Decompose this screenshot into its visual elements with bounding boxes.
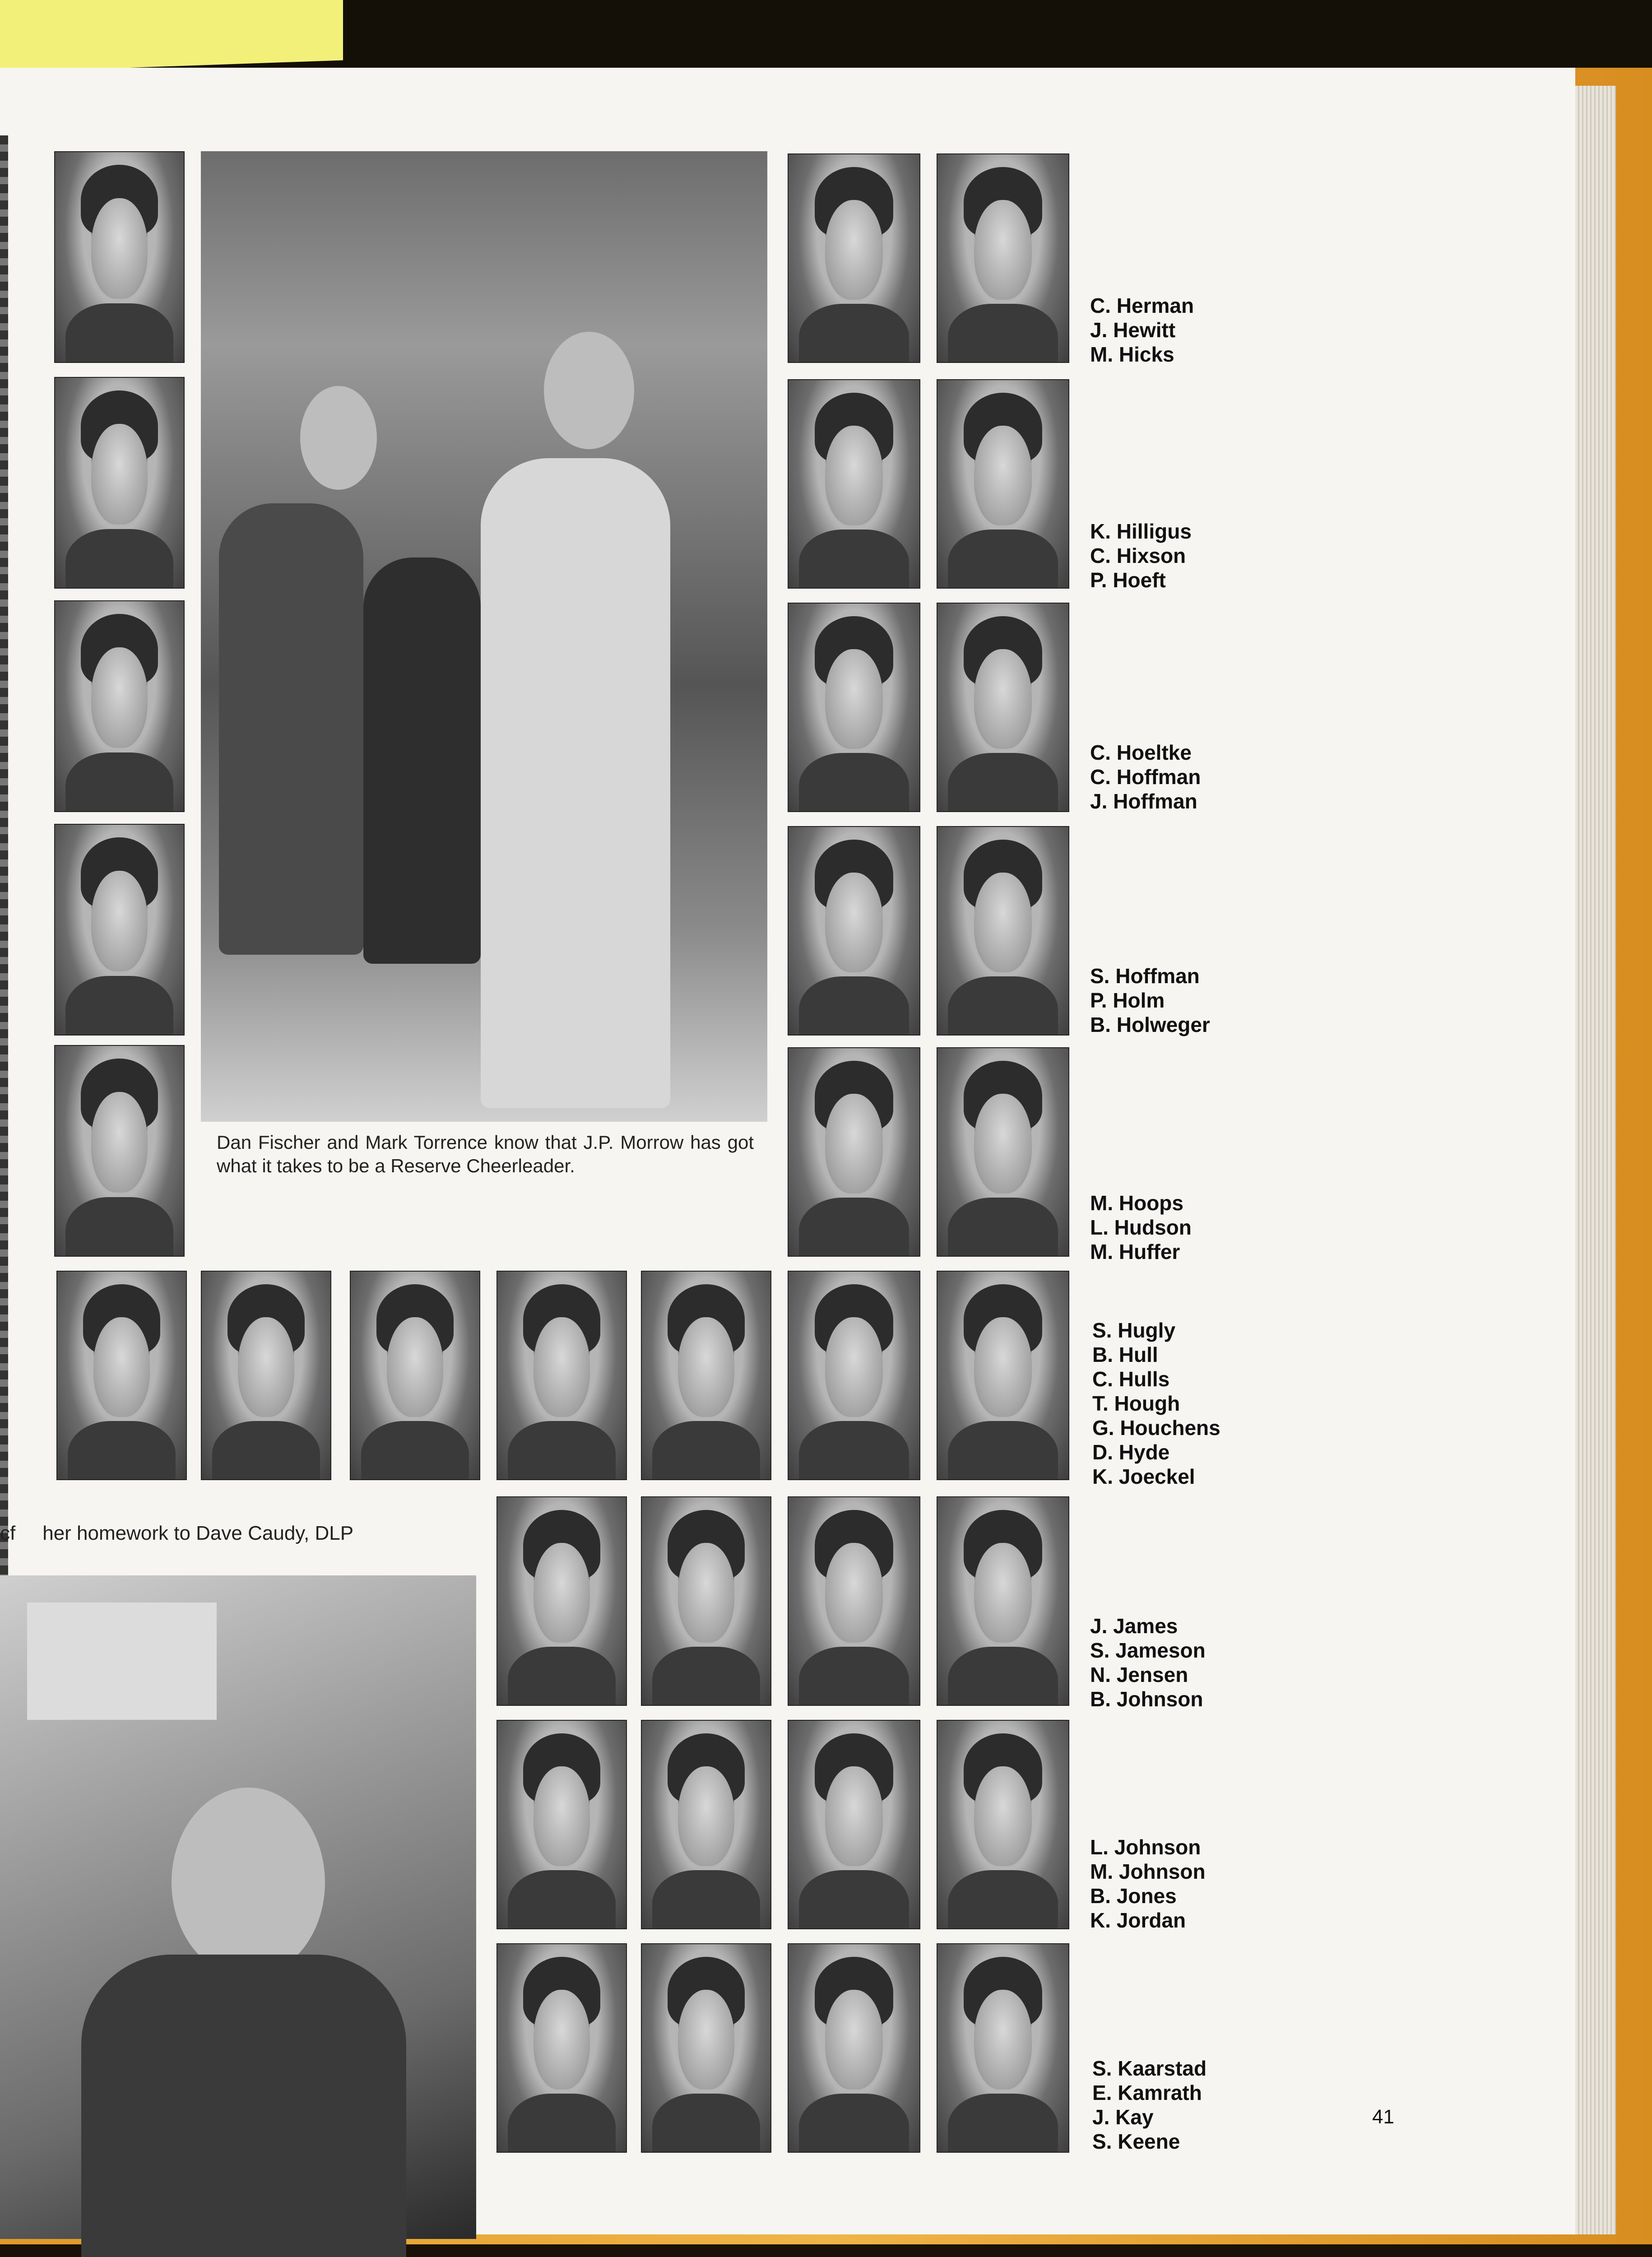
student-name: J. Kay bbox=[1092, 2105, 1154, 2129]
student-name: J. James bbox=[1090, 1614, 1178, 1638]
portrait-photo bbox=[54, 1045, 185, 1257]
portrait-photo bbox=[54, 151, 185, 363]
portrait-photo bbox=[350, 1271, 480, 1480]
student-name: S. Jameson bbox=[1090, 1639, 1206, 1662]
student-name: K. Hilligus bbox=[1090, 520, 1192, 543]
portrait-photo bbox=[788, 1943, 920, 2153]
name-list bbox=[1090, 293, 1194, 367]
student-name: C. Herman bbox=[1090, 294, 1194, 317]
name-list bbox=[1092, 2056, 1207, 2154]
portrait-photo bbox=[641, 1271, 771, 1480]
student-name: B. Hull bbox=[1092, 1343, 1158, 1366]
sticky-note bbox=[0, 0, 343, 72]
portrait-photo bbox=[497, 1720, 627, 1929]
student-name: P. Hoeft bbox=[1090, 568, 1166, 592]
student-name: S. Hoffman bbox=[1090, 964, 1200, 988]
portrait-photo bbox=[937, 826, 1069, 1036]
caption-prefix: cf bbox=[0, 1522, 16, 1544]
portrait-photo bbox=[788, 153, 920, 363]
student-name: M. Huffer bbox=[1090, 1240, 1180, 1263]
student-name: M. Hoops bbox=[1090, 1191, 1183, 1215]
portrait-photo bbox=[788, 379, 920, 589]
student-name: P. Holm bbox=[1090, 989, 1165, 1012]
student-name: C. Hoffman bbox=[1090, 765, 1201, 789]
portrait-photo bbox=[937, 153, 1069, 363]
portrait-photo bbox=[54, 600, 185, 812]
portrait-photo bbox=[641, 1943, 771, 2153]
name-list bbox=[1090, 1835, 1206, 1932]
student-name: L. Johnson bbox=[1090, 1835, 1201, 1859]
feature-photo bbox=[201, 151, 767, 1122]
portrait-photo bbox=[497, 1496, 627, 1706]
portrait-photo bbox=[937, 603, 1069, 812]
student-name: T. Hough bbox=[1092, 1392, 1180, 1415]
portrait-photo bbox=[641, 1720, 771, 1929]
portrait-photo bbox=[497, 1943, 627, 2153]
portrait-photo bbox=[788, 826, 920, 1036]
name-list bbox=[1090, 519, 1192, 592]
student-name: C. Hulls bbox=[1092, 1367, 1170, 1391]
name-list bbox=[1090, 1191, 1192, 1264]
student-name: M. Johnson bbox=[1090, 1860, 1206, 1883]
portrait-photo bbox=[201, 1271, 331, 1480]
student-name: C. Hixson bbox=[1090, 544, 1186, 567]
portrait-photo bbox=[937, 1720, 1069, 1929]
student-name: S. Hugly bbox=[1092, 1319, 1176, 1342]
student-name: K. Jordan bbox=[1090, 1909, 1186, 1932]
lower-photo bbox=[0, 1575, 476, 2239]
portrait-photo bbox=[937, 1943, 1069, 2153]
student-name: E. Kamrath bbox=[1092, 2081, 1202, 2104]
portrait-photo bbox=[937, 1496, 1069, 1706]
portrait-photo bbox=[497, 1271, 627, 1480]
student-name: S. Kaarstad bbox=[1092, 2057, 1207, 2080]
portrait-photo bbox=[788, 1047, 920, 1257]
portrait-photo bbox=[54, 824, 185, 1036]
student-name: J. Hewitt bbox=[1090, 318, 1176, 342]
lower-photo-caption: cf her homework to Dave Caudy, DLP bbox=[0, 1522, 354, 1544]
portrait-photo bbox=[54, 377, 185, 589]
student-name: K. Joeckel bbox=[1092, 1465, 1195, 1488]
name-list bbox=[1090, 964, 1210, 1037]
student-name: B. Johnson bbox=[1090, 1687, 1203, 1711]
portrait-photo bbox=[641, 1496, 771, 1706]
portrait-photo bbox=[937, 1047, 1069, 1257]
portrait-photo bbox=[788, 1496, 920, 1706]
student-name: S. Keene bbox=[1092, 2130, 1180, 2153]
student-name: N. Jensen bbox=[1090, 1663, 1188, 1686]
student-name: L. Hudson bbox=[1090, 1216, 1192, 1239]
feature-photo-caption: Dan Fischer and Mark Torrence know that J.P. Morrow has got what it takes to be a Reserve Cheerleader. bbox=[217, 1132, 754, 1176]
student-name: J. Hoffman bbox=[1090, 789, 1197, 813]
name-list bbox=[1092, 1318, 1220, 1489]
student-name: B. Jones bbox=[1090, 1884, 1177, 1908]
name-list bbox=[1090, 740, 1201, 813]
portrait-photo bbox=[788, 1720, 920, 1929]
portrait-photo bbox=[788, 1271, 920, 1480]
student-name: D. Hyde bbox=[1092, 1440, 1170, 1464]
portrait-photo bbox=[937, 379, 1069, 589]
portrait-photo bbox=[937, 1271, 1069, 1480]
page-number: 41 bbox=[1372, 2106, 1394, 2128]
portrait-photo bbox=[788, 603, 920, 812]
student-name: G. Houchens bbox=[1092, 1416, 1220, 1440]
page-edges bbox=[1575, 86, 1616, 2234]
student-name: C. Hoeltke bbox=[1090, 741, 1192, 764]
student-name: M. Hicks bbox=[1090, 343, 1174, 366]
student-name: B. Holweger bbox=[1090, 1013, 1210, 1036]
name-list bbox=[1090, 1614, 1206, 1711]
portrait-photo bbox=[56, 1271, 187, 1480]
